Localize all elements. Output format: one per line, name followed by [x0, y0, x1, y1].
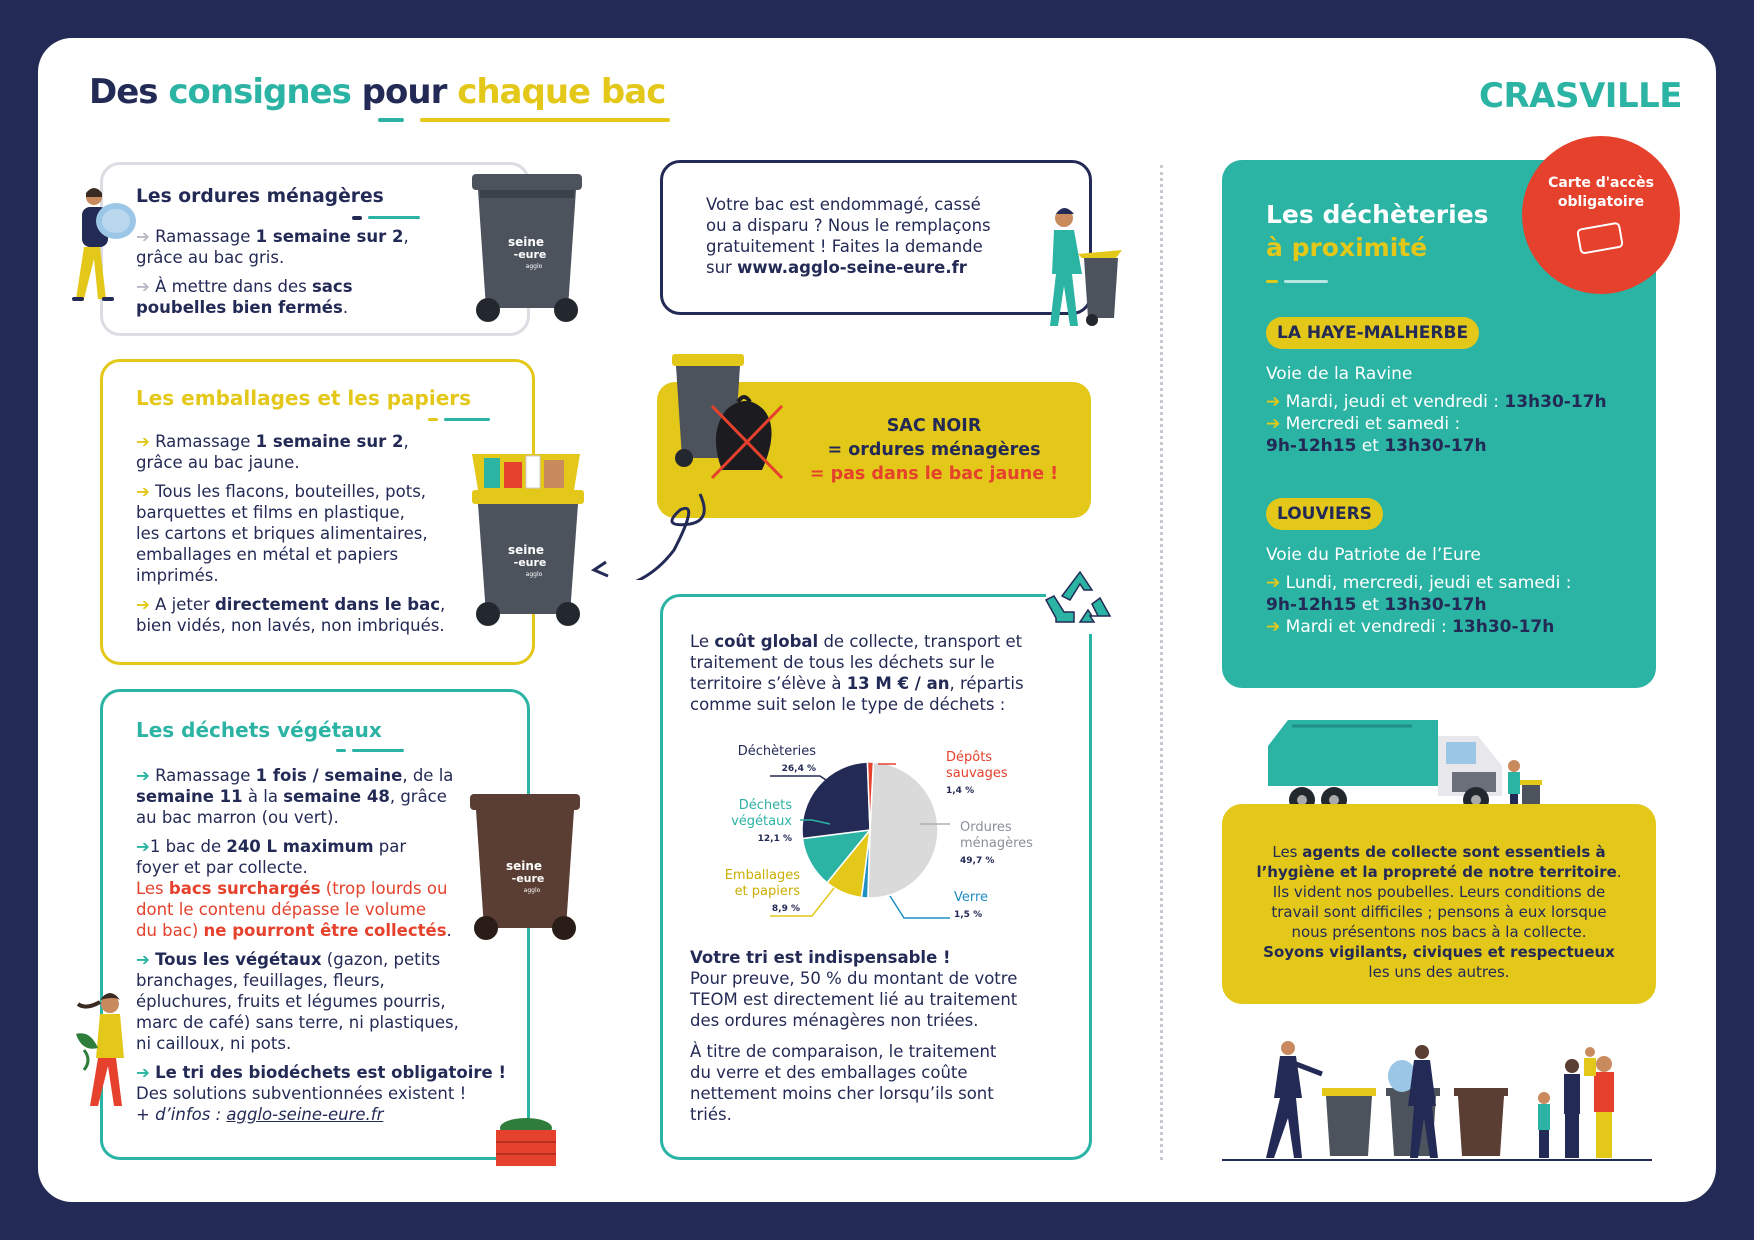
brown-bin-icon [466, 794, 584, 944]
emballages-underline-2 [444, 418, 490, 421]
label-ordures-menageres: Ordures ménagères 49,7 % [960, 820, 1033, 866]
woman-with-plants-illustration [70, 990, 150, 1110]
bin-brand-text: agglo [523, 887, 541, 894]
residents-with-bins-illustration [1222, 1036, 1654, 1164]
emballages-title: Les emballages et les papiers [136, 386, 472, 410]
recycling-icon [1042, 566, 1118, 638]
grey-bin-icon [468, 174, 586, 326]
title-underline-yellow [420, 118, 670, 122]
site-louviers: LOUVIERS Voie du Patriote de l’Eure ➔ Lundi, mercredi, jeudi et samedi : 9h-12h15 et 13h30-17h ➔ Mardi et vendredi : 13h30-17h [1266, 498, 1571, 638]
emballages-underline [428, 418, 438, 421]
cost-text-top: Le coût global de collecte, transport et traitement de tous les déchets sur le territoire s’élève à 13 M € / an, répartis comme suit selon le type de déchets : [690, 632, 1024, 714]
label-depots-sauvages: Dépôts sauvages 1,4 % [946, 750, 1008, 796]
woman-with-bin-illustration [1028, 206, 1128, 332]
label-emballages-papiers: Emballages et papiers 8,9 % [724, 868, 800, 914]
ordures-underline-2 [368, 216, 420, 219]
bin-brand-text: agglo [525, 263, 543, 270]
bin-brand-text: seine [507, 543, 545, 557]
bin-brand-text: seine [505, 859, 543, 873]
ordures-underline [352, 216, 362, 220]
vegetaux-text: ➔ Ramassage 1 fois / semaine, de la semaine 11 à la semaine 48, grâce au bac marron (ou vert). ➔1 bac de 240 L maximum par foyer et par collecte. Les bacs surchargés (trop lourds ou dont le contenu dépasse le volume du bac) ne pourront être collectés. ➔ Tous les végétaux (gazon, petits branchages, feuillages, fleurs, épluchures, fruits et légumes pourris, marc de café) sans terre, ni plastiques, ni cailloux, ni pots. ➔ Le tri des biodéchets est obligatoire ! Des solutions subventionnées existent ! + d’infos : agglo-seine-eure.fr [136, 766, 507, 1124]
agglo-website-link[interactable]: www.agglo-seine-eure.fr [737, 258, 967, 277]
site-haye-malherbe: LA HAYE-MALHERBE Voie de la Ravine ➔ Mardi, jeudi et vendredi : 13h30-17h ➔ Mercredi et samedi : 9h-12h15 et 13h30-17h [1266, 317, 1607, 457]
bin-yellow [1322, 1088, 1376, 1156]
label-verre: Verre 1,5 % [954, 890, 989, 920]
garbage-truck-illustration [1262, 716, 1552, 816]
compost-crate-icon [490, 1108, 562, 1170]
page-title: Des consignes pour chaque bac [89, 72, 666, 112]
agglo-link[interactable]: agglo-seine-eure.fr [226, 1105, 384, 1124]
label-dechets-vegetaux: Déchets végétaux 12,1 % [731, 798, 792, 844]
bin-brand-text: -eure [513, 248, 547, 261]
sac-noir-line1: SAC NOIR [886, 416, 982, 436]
vegetaux-title: Les déchets végétaux [136, 718, 382, 742]
sac-noir-line2: = ordures ménagères [827, 440, 1041, 460]
sac-noir-line3: = pas dans le bac jaune ! [809, 464, 1059, 484]
title-underline-teal [378, 118, 404, 122]
person-carrying-bag-illustration [64, 185, 148, 310]
ordures-title-wrap [136, 186, 384, 207]
bin-brown [1454, 1088, 1508, 1156]
access-card-icon [1573, 220, 1629, 256]
ordures-title: Les ordures ménagères [136, 186, 384, 207]
donut-leader-lines [740, 740, 1060, 940]
decheteries-underline-2 [1284, 280, 1328, 283]
emballages-text: ➔ Ramassage 1 semaine sur 2, grâce au bac jaune. ➔ Tous les flacons, bouteilles, pots, barquettes et films en plastique, les cartons et briques alimentaires, emballages en métal et papiers imprimés. ➔ A jeter directement dans le bac, bien vidés, non lavés, non imbriqués. [136, 432, 446, 635]
cost-text-bottom: Votre tri est indispensable ! Pour preuve, 50 % du montant de votre TEOM est directement lié au traitement des ordures ménagères non triées. À titre de comparaison, le traitement du verre et des emballages coûte nettement moins cher lorsqu’ils sont triés. [690, 948, 1018, 1124]
bin-brand-text: agglo [525, 571, 543, 578]
city-name: CRASVILLE [1479, 76, 1682, 116]
decheteries-title: Les déchèteries à proximité [1266, 200, 1489, 262]
agents-text: Les agents de collecte sont essentiels à l’hygiène et la propreté de notre territoire. Ils vident nos poubelles. Leurs conditions de travail sont difficiles ; pensons à eux lorsque nous présentons nos bacs à la collecte. Soyons vigilants, civiques et respectueux les uns des autres. [1256, 843, 1622, 981]
bin-brand-text: -eure [513, 556, 547, 569]
curved-arrow-icon [580, 490, 710, 580]
access-card-badge: Carte d'accès obligatoire [1522, 136, 1680, 294]
ordures-text: ➔ Ramassage 1 semaine sur 2, grâce au bac gris. ➔ À mettre dans des sacs poubelles bien fermés. [136, 227, 409, 317]
decheteries-underline [1266, 280, 1278, 283]
vegetaux-underline [336, 749, 346, 752]
label-decheteries: Déchèteries 26,4 % [737, 744, 816, 774]
vegetaux-underline-2 [352, 749, 404, 752]
site-name-pill: LOUVIERS [1266, 498, 1383, 530]
sac-noir-text [784, 414, 1084, 486]
replacement-text: Votre bac est endommagé, cassé ou a disparu ? Nous le remplaçons gratuitement ! Faites la demande sur www.agglo-seine-eure.fr [706, 195, 991, 277]
black-bag-crossed-icon [664, 350, 794, 485]
yellow-bin-icon [470, 450, 586, 630]
bin-brand-text: -eure [511, 872, 545, 885]
column-divider [1160, 165, 1163, 1160]
bin-brand-text: seine [507, 235, 545, 249]
site-name-pill: LA HAYE-MALHERBE [1266, 317, 1479, 349]
